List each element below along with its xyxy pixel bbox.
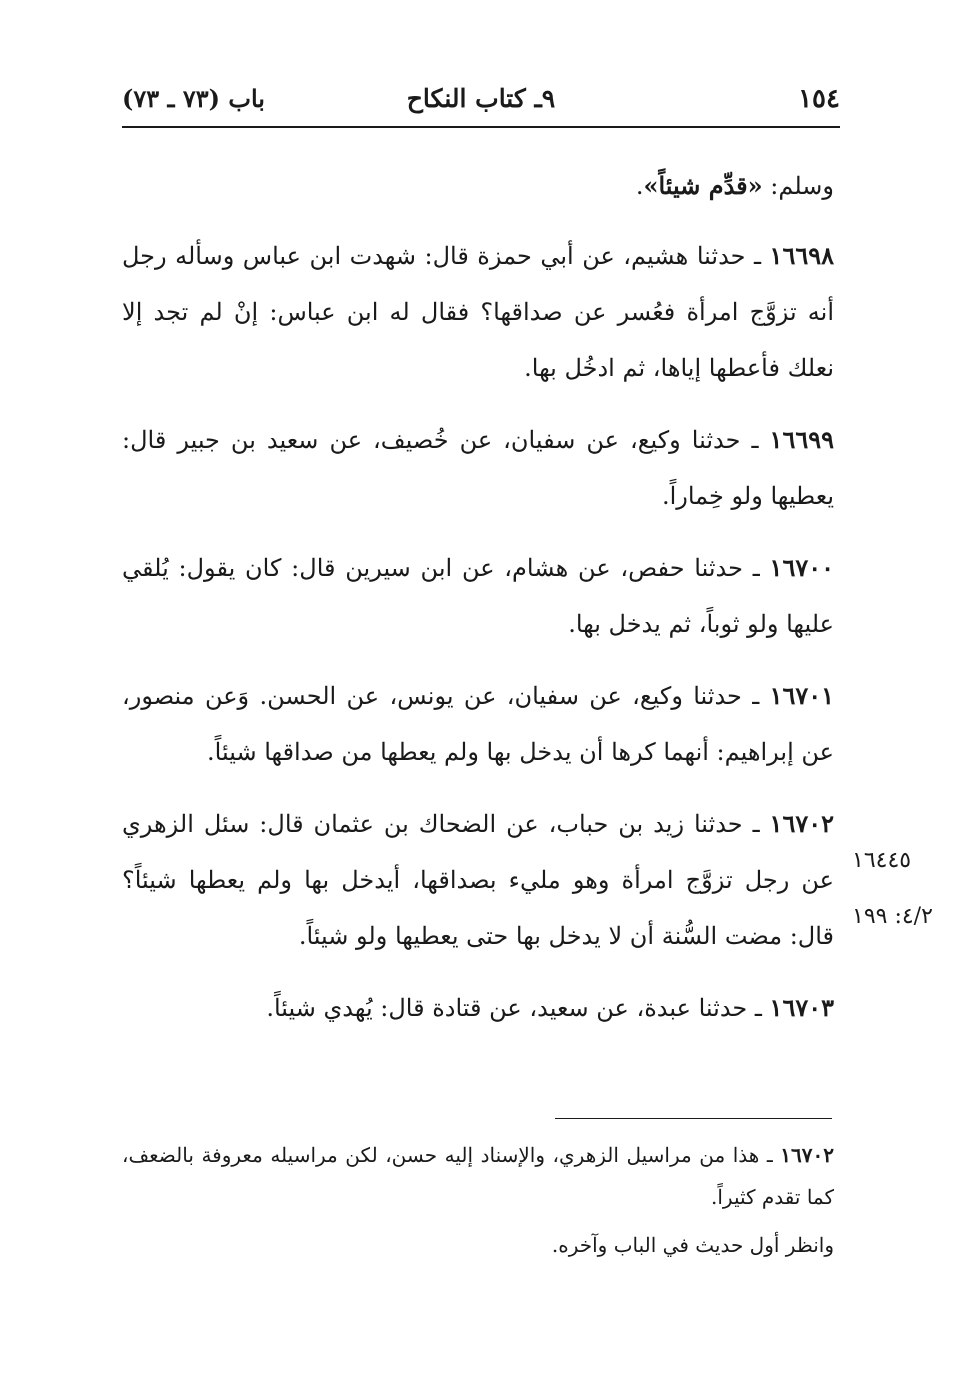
margin-reference: ١٦٤٤٥ <box>852 848 912 873</box>
hadith-number: ١٦٦٩٩ <box>769 425 834 454</box>
hadith-text: ـ حدثنا وكيع، عن سفيان، عن يونس، عن الحسن. وَعن منصور، عن إبراهيم: أنهما كرها أن يدخل بها ولم يعطها من صداقها شيئاً. <box>122 682 834 766</box>
continuation-line <box>122 158 834 214</box>
continuation-suffix: . <box>635 172 644 200</box>
footnote-number: ١٦٧٠٢ <box>780 1143 834 1167</box>
book-title: ٩ـ كتاب النكاح <box>406 84 556 113</box>
hadith-text: ـ حدثنا وكيع، عن سفيان، عن خُصيف، عن سعيد بن جبير قال: يعطيها ولو خِماراً. <box>122 426 834 510</box>
hadith-text: ـ حدثنا زيد بن حباب، عن الضحاك بن عثمان قال: سئل الزهري عن رجل تزوَّج امرأة وهو مليء بصداقها، أيدخل بها ولم يعطها شيئاً؟ قال: مضت السُّنة أن لا يدخل بها حتى يعطيها ولو شيئاً. <box>122 810 834 950</box>
hadith-number: ١٦٧٠٢ <box>769 809 834 838</box>
page-number: ١٥٤ <box>798 84 840 114</box>
header-rule <box>122 126 840 128</box>
hadith-16698 <box>122 228 834 396</box>
hadith-16702 <box>122 796 834 964</box>
hadith-16701 <box>122 668 834 780</box>
hadith-text: ـ حدثنا هشيم، عن أبي حمزة قال: شهدت ابن عباس وسأله رجل أنه تزوَّج امرأة فعُسر عن صداقها؟ فقال له ابن عباس: إنْ لم تجد إلا نعلك فأعطها إياها، ثم ادخُل بها. <box>122 242 834 382</box>
hadith-number: ١٦٧٠١ <box>769 681 835 710</box>
hadith-16699 <box>122 412 834 524</box>
hadith-16703 <box>122 980 834 1036</box>
footnote-text: ـ هذا من مراسيل الزهري، والإسناد إليه حسن، لكن مراسيله معروفة بالضعف، كما تقدم كثيراً. <box>122 1143 834 1209</box>
continuation-quote: «قدِّم شيئاً» <box>643 171 763 200</box>
running-header <box>122 80 840 120</box>
chapter-range: باب (٧٣ ـ ٧٣) <box>122 84 265 113</box>
hadith-text: ـ حدثنا عبدة، عن سعيد، عن قتادة قال: يُهدي شيئاً. <box>266 994 770 1022</box>
footnote <box>122 1224 834 1266</box>
footnote-text: وانظر أول حديث في الباب وآخره. <box>551 1233 834 1257</box>
margin-reference: ٤/٢: ١٩٩ <box>852 904 933 929</box>
footnote-rule <box>555 1118 832 1119</box>
hadith-number: ١٦٧٠٠ <box>769 553 834 582</box>
continuation-prefix: وسلم: <box>762 172 834 200</box>
hadith-16700 <box>122 540 834 652</box>
hadith-text: ـ حدثنا حفص، عن هشام، عن ابن سيرين قال: كان يقول: يُلقي عليها ولو ثوباً، ثم يدخل بها. <box>122 554 834 638</box>
main-text <box>122 158 834 1052</box>
footnotes <box>122 1134 834 1266</box>
hadith-number: ١٦٦٩٨ <box>769 241 834 270</box>
hadith-number: ١٦٧٠٣ <box>769 993 834 1022</box>
footnote <box>122 1134 834 1218</box>
